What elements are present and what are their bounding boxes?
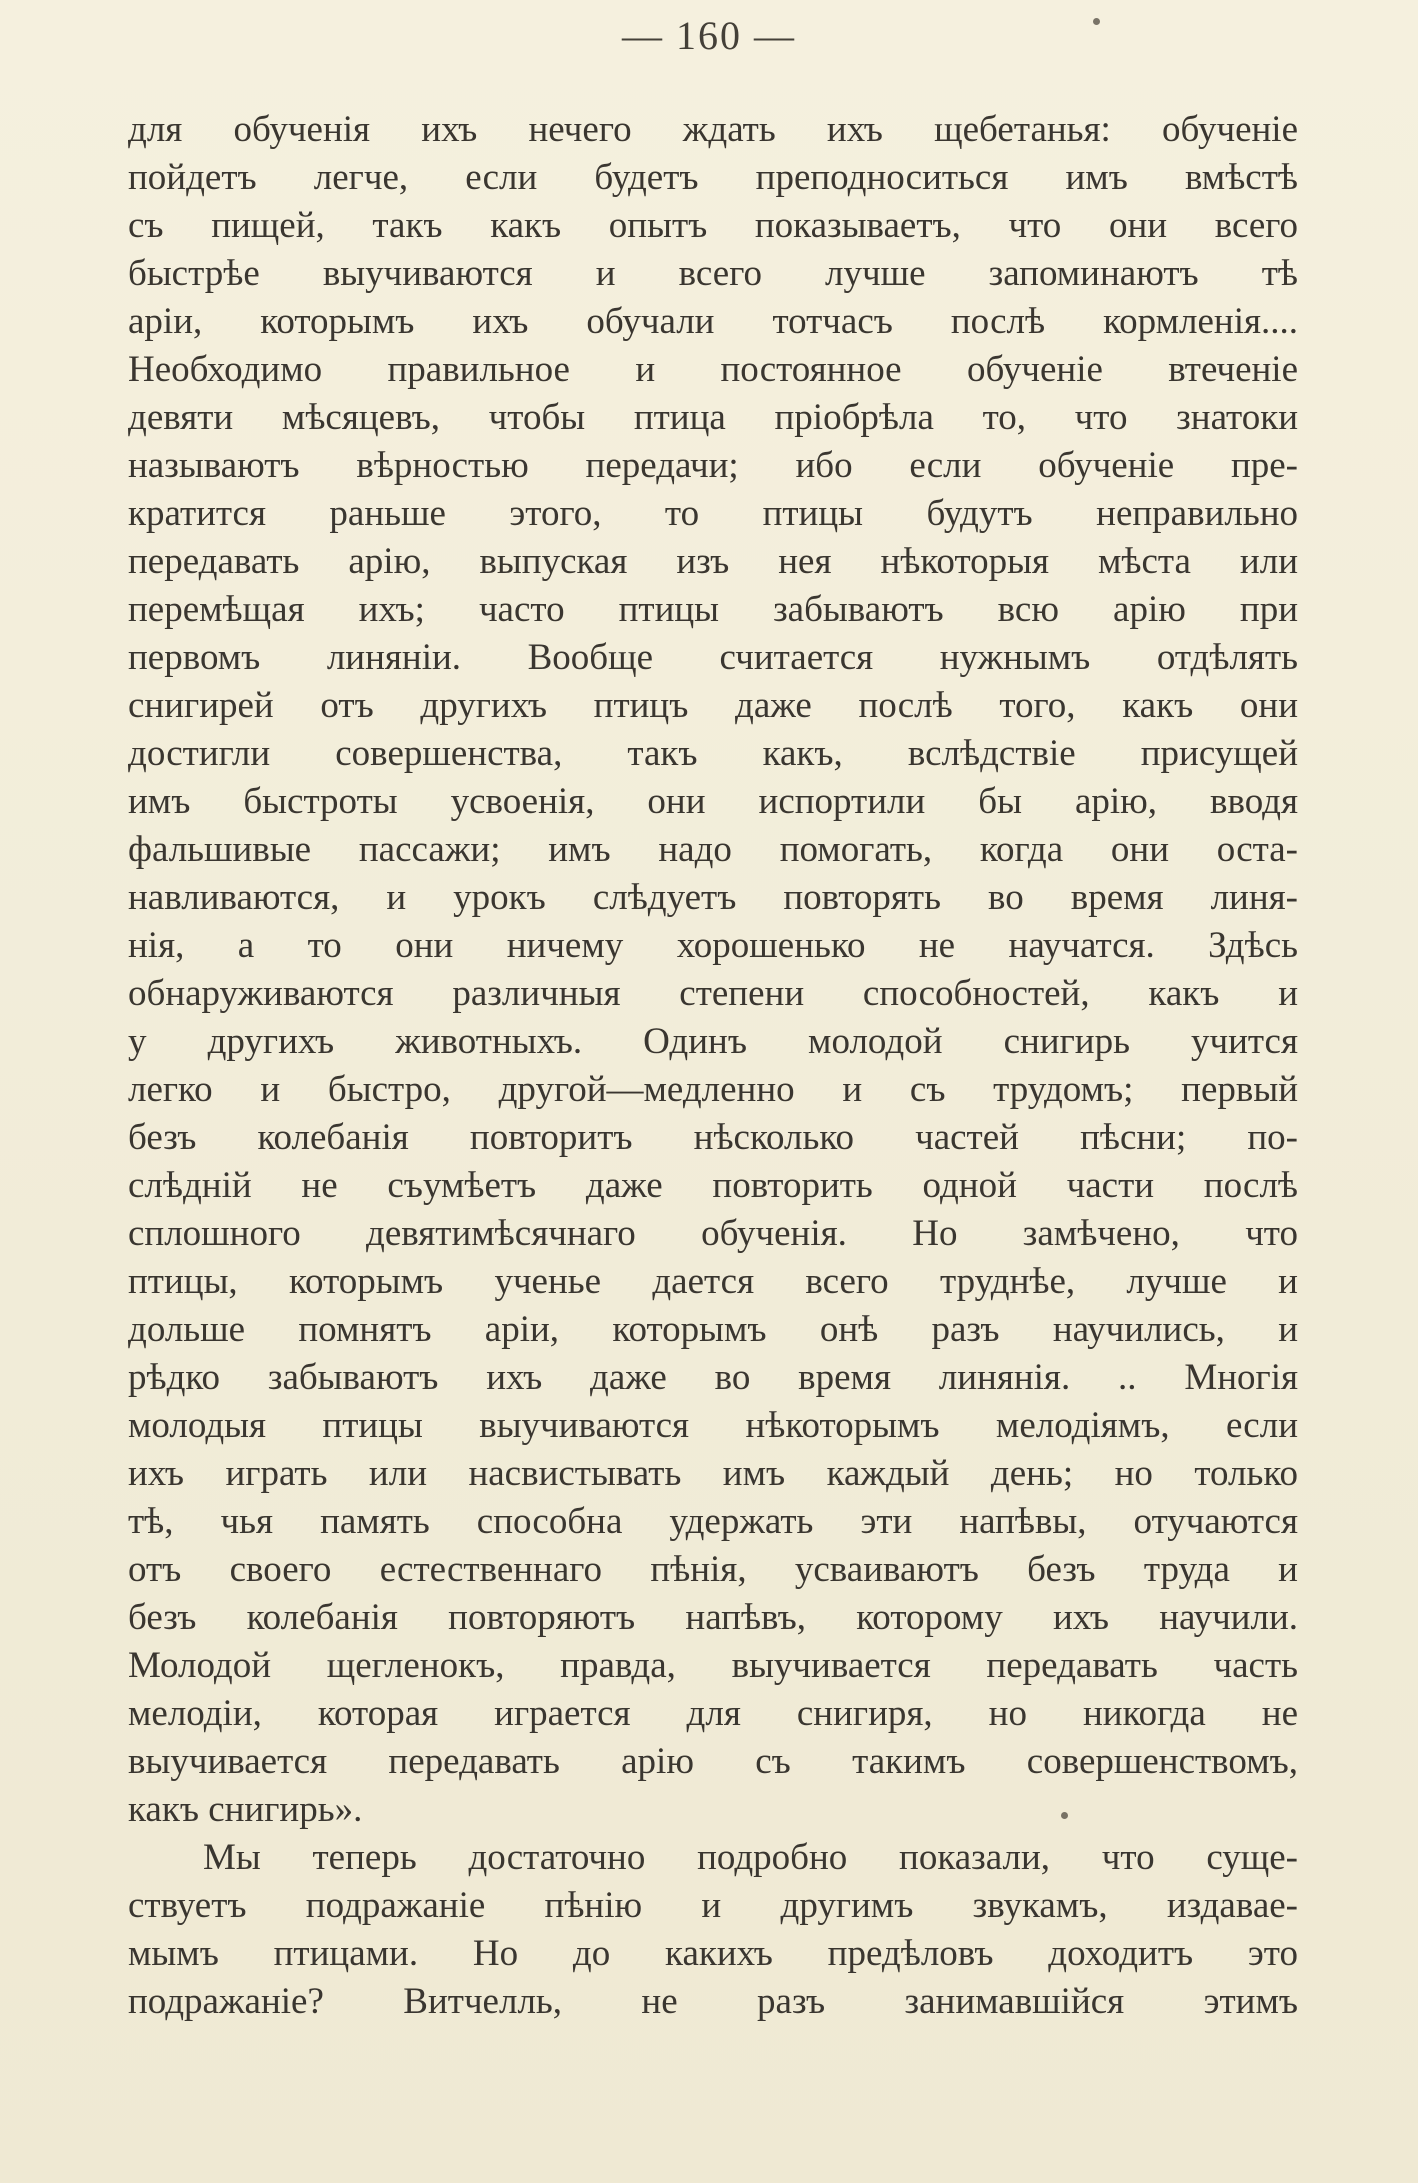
- text-line: пойдетъ легче, если будетъ преподноситься имъ вмѣстѣ: [128, 157, 1298, 198]
- text-line: отъ своего естественнаго пѣнія, усваиваютъ безъ труда и: [128, 1549, 1298, 1590]
- text-line: обнаруживаются различныя степени способностей, какъ и: [128, 973, 1298, 1014]
- text-line: какъ снигирь».: [128, 1789, 363, 1830]
- text-line: снигирей отъ другихъ птицъ даже послѣ того, какъ они: [128, 685, 1298, 726]
- text-line: легко и быстро, другой—медленно и съ трудомъ; первый: [128, 1069, 1298, 1110]
- text-line: достигли совершенства, такъ какъ, вслѣдствіе присущей: [128, 733, 1298, 774]
- body-text: [128, 106, 1298, 2026]
- text-line: называютъ вѣрностью передачи; ибо если обученіе пре-: [128, 445, 1298, 486]
- text-line: Молодой щегленокъ, правда, выучивается передавать часть: [128, 1645, 1298, 1686]
- text-line: безъ колебанія повторяютъ напѣвъ, которому ихъ научили.: [128, 1597, 1298, 1638]
- text-line: передавать арію, выпуская изъ нея нѣкоторыя мѣста или: [128, 541, 1298, 582]
- text-line: аріи, которымъ ихъ обучали тотчасъ послѣ кормленія....: [128, 301, 1298, 342]
- page-number: — 160 —: [622, 13, 796, 58]
- text-line: птицы, которымъ ученье дается всего труднѣе, лучше и: [128, 1261, 1298, 1302]
- text-line: Необходимо правильное и постоянное обученіе втеченіе: [128, 349, 1298, 390]
- text-line: мелодіи, которая играется для снигиря, но никогда не: [128, 1693, 1298, 1734]
- text-line: дольше помнятъ аріи, которымъ онѣ разъ научились, и: [128, 1309, 1298, 1350]
- text-line: съ пищей, такъ какъ опытъ показываетъ, что они всего: [128, 205, 1298, 246]
- text-line: перемѣщая ихъ; часто птицы забываютъ всю арію при: [128, 589, 1298, 630]
- text-line: девяти мѣсяцевъ, чтобы птица пріобрѣла то, что знатоки: [128, 397, 1298, 438]
- text-line: для обученія ихъ нечего ждать ихъ щебетанья: обученіе: [128, 109, 1298, 150]
- text-line: рѣдко забываютъ ихъ даже во время линянія. .. Многія: [128, 1357, 1298, 1398]
- text-line: у другихъ животныхъ. Одинъ молодой снигирь учится: [128, 1021, 1298, 1062]
- text-line: кратится раньше этого, то птицы будутъ неправильно: [128, 493, 1298, 534]
- text-line: сплошного девятимѣсячнаго обученія. Но замѣчено, что: [128, 1213, 1298, 1254]
- text-line: ихъ играть или насвистывать имъ каждый день; но только: [128, 1453, 1298, 1494]
- text-line: молодыя птицы выучиваются нѣкоторымъ мелодіямъ, если: [128, 1405, 1298, 1446]
- text-line: мымъ птицами. Но до какихъ предѣловъ доходитъ это: [128, 1933, 1298, 1974]
- text-line: имъ быстроты усвоенія, они испортили бы арію, вводя: [128, 781, 1298, 822]
- ink-speck: [1093, 18, 1100, 25]
- text-line: тѣ, чья память способна удержать эти напѣвы, отучаются: [128, 1501, 1298, 1542]
- text-line: первомъ линяніи. Вообще считается нужнымъ отдѣлять: [128, 637, 1298, 678]
- text-line: фальшивые пассажи; имъ надо помогать, когда они оста-: [128, 829, 1298, 870]
- paragraph-first-line: Мы теперь достаточно подробно показали, что суще-: [203, 1837, 1298, 1878]
- text-line: навливаются, и урокъ слѣдуетъ повторять во время линя-: [128, 877, 1298, 918]
- text-line: выучивается передавать арію съ такимъ совершенствомъ,: [128, 1741, 1298, 1782]
- text-line: подражаніе? Витчелль, не разъ занимавшійся этимъ: [128, 1981, 1298, 2022]
- text-line: нія, а то они ничему хорошенько не научатся. Здѣсь: [128, 925, 1298, 966]
- text-line: безъ колебанія повторитъ нѣсколько частей пѣсни; по-: [128, 1117, 1298, 1158]
- text-line: слѣдній не съумѣетъ даже повторить одной части послѣ: [128, 1165, 1298, 1206]
- ink-speck: [1061, 1812, 1068, 1819]
- text-line: быстрѣе выучиваются и всего лучше запоминаютъ тѣ: [128, 253, 1298, 294]
- text-line: ствуетъ подражаніе пѣнію и другимъ звукамъ, издавае-: [128, 1885, 1298, 1926]
